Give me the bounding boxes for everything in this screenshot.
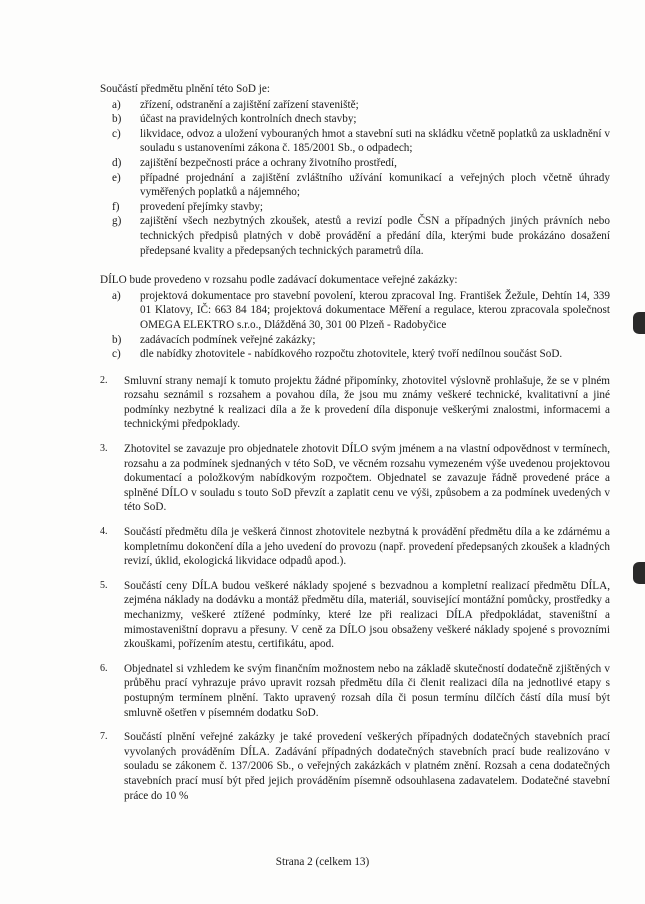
scope-list [100,98,610,259]
list-item [100,156,610,171]
item-text: dle nabídky zhotovitele - nabídkového rozpočtu zhotovitele, který tvoří nedílnou součást SoD. [140,348,563,361]
paragraph-number: 4. [100,526,108,538]
item-text: zajištění všech nezbytných zkoušek, atestů a revizí podle ČSN a případných jiných právních nebo technických předpisů platných v době provádění a předání díla, kterými bude prokázáno dosažení předepsané kvality a předepsaných technických parametrů díla. [140,215,610,257]
item-text: zřízení, odstranění a zajištění zařízení staveniště; [140,98,359,111]
item-marker: b) [112,113,122,126]
document-body [100,82,610,813]
item-marker: a) [112,98,121,111]
numbered-paragraph [100,662,610,720]
item-text: případné projednání a zajištění zvláštního užívání komunikací a veřejných ploch včetně úhrady vyměřených poplatků a nájemného; [140,171,610,199]
spacer [100,258,610,273]
paragraph-text: Součástí předmětu díla je veškerá činnost zhotovitele nezbytná k provádění předmětu díla a ke zdárnému a kompletnímu dokončení díla a jeho uvedení do provozu (např. provedení předepsaných zkoušek a kladných revizí, úklid, ekologická likvidace odpadů apod.). [124,526,610,568]
paragraph-number: 6. [100,662,108,674]
item-marker: f) [112,200,120,213]
dilo-list [100,289,610,362]
page-footer: Strana 2 (celkem 13) [275,856,370,868]
list-item [100,333,610,348]
item-marker: c) [112,127,121,140]
paragraph-text: Součástí plnění veřejné zakázky je také provedení veškerých případných dodatečných stavebních prací vyvolaných prováděním DÍLA. Zadávání případných dodatečných stavebních prací bude realizováno v souladu se zákonem č. 137/2006 Sb., o veřejných zakázkách v platném znění. Rozsah a cena dodatečných stavebních prací musí být před jejich prováděním písemně odsouhlasena zadavatelem. Dodatečné stavební práce do 10 % [124,731,610,802]
numbered-paragraph [100,374,610,432]
item-text: likvidace, odvoz a uložení vybouraných hmot a stavební suti na skládku včetně poplatků za uskladnění v souladu s ustanoveními zákona č. 185/2001 Sb., o odpadech; [140,127,610,155]
list-item [100,214,610,258]
list-item [100,112,610,127]
dilo-intro: DÍLO bude provedeno v rozsahu podle zadávací dokumentace veřejné zakázky: [100,274,458,287]
numbered-paragraph [100,525,610,569]
scope-intro: Součástí předmětu plnění této SoD je: [100,83,270,95]
paragraph-number: 5. [100,579,108,591]
item-marker: a) [112,289,121,302]
item-marker: e) [112,171,121,184]
scan-hole-mark [633,562,645,584]
list-item [100,171,610,200]
list-item [100,127,610,156]
numbered-paragraph [100,442,610,515]
paragraph-number: 7. [100,731,108,743]
item-text: zadávacích podmínek veřejné zakázky; [140,333,316,346]
item-marker: d) [112,156,122,169]
paragraph-number: 2. [100,374,108,386]
scan-hole-mark [633,312,645,334]
item-marker: b) [112,333,122,346]
list-item [100,347,610,362]
paragraph-text: Zhotovitel se zavazuje pro objednatele zhotovit DÍLO svým jménem a na vlastní odpovědnost v termínech, rozsahu a za podmínek sjednaných v této SoD, ve věcném rozsahu vymezeném výše uvedenou projektovou dokumentací a položkovým nabídkovým rozpočtem. Objednatel se zavazuje řádně provedené práce a splněné DÍLO v souladu s touto SoD převzít a zaplatit cenu ve výši, způsobem a za podmínek uvedených v této SoD. [124,443,610,514]
numbered-paragraph [100,730,610,803]
paragraph-number: 3. [100,443,108,455]
item-marker: c) [112,348,121,361]
paragraph-text: Objednatel si vzhledem ke svým finančním možnostem nebo na základě skutečností dodatečně zjištěných v průběhu prací vyhrazuje právo upravit rozsah předmětu díla či členit realizaci díla na jednotlivé etapy s postupným termínem plnění. Takto upravený rozsah díla či posun termínu dílčích částí díla musí být smluvně ošetřen v písemném dodatku SoD. [124,662,610,719]
item-marker: g) [112,215,122,228]
numbered-paragraph [100,579,610,652]
item-text: účast na pravidelných kontrolních dnech stavby; [140,113,357,126]
list-item [100,289,610,333]
list-item [100,200,610,215]
item-text: provedení přejímky stavby; [140,200,264,213]
item-text: zajištění bezpečnosti práce a ochrany životního prostředí, [140,156,397,169]
list-item [100,98,610,113]
paragraph-text: Smluvní strany nemají k tomuto projektu žádné připomínky, zhotovitel výslovně prohlašuje, že se v plném rozsahu seznámil s rozsahem a povahou díla, že jsou mu známy veškeré technické, kvalitativní a jiné podmínky nezbytné k realizaci díla a že k provedení díla disponuje veškerými znalostmi, informacemi a technickými předpoklady. [124,374,610,431]
paragraph-text: Součástí ceny DÍLA budou veškeré náklady spojené s bezvadnou a kompletní realizací předmětu DÍLA, zejména náklady na dodávku a montáž předmětu díla, materiál, související montážní pomůcky, prostředky a mechanizmy, veškeré ztížené podmínky, které lze při realizaci DÍLA předpokládat, staveništní a mimostaveništní dopravu a přesuny. V ceně za DÍLO jsou obsaženy veškeré náklady spojené s provozními zkouškami, pořízením atestu, certifikátu, apod. [124,579,610,651]
item-text: projektová dokumentace pro stavební povolení, kterou zpracoval Ing. František Žežule, Dehtín 14, 339 01 Klatovy, IČ: 663 84 184; projektová dokumentace Měření a regulace, kterou zpracovala společnost OMEGA ELEKTRO s.r.o., Dlážděná 30, 301 00 Plzeň - Radobyčice [140,289,610,331]
